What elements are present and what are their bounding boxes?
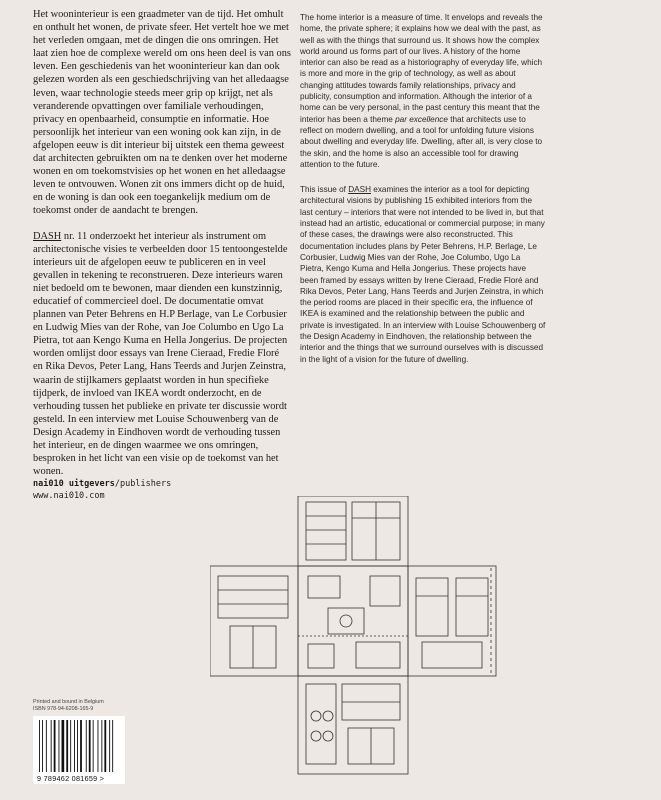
- publisher-block: [33, 478, 171, 502]
- west-elevation: [210, 566, 298, 676]
- isbn-line: ISBN 978-94-6208-165-9: [33, 706, 94, 713]
- floor-plan-drawing: [210, 496, 500, 796]
- english-paragraph-2: This issue of DASH examines the interior as a tool for depicting architectural visions by publishing 15 exhibited interiors from the last century – interiors that were not intended to be lived in, but that instead had an artistic, educational or commercial purpose; in many of these cases, the drawings were also reconstructed. This documentation includes plans by Peter Behrens, H.P. Berlage, Le Corbusier, Ludwig Mies van der Rohe, Joe Columbo, Ugo La Pietra, Kengo Kuma and Hella Jongerius. These projects have been framed by essays written by Irene Cieraad, Fredie Floré and Rika Devos, Peter Lang, Hans Teerds and Jurjen Zeinstra, in which the period rooms are placed in their specific era, the influence of IKEA is examined and the relationship between the public and private is investigated. In an interview with Louise Schouwenberg of the Design Academy in Eindhoven, the relationship between the interior and the things that we surround ourselves with is discussed in the light of a vision for the future of dwelling.: [300, 185, 546, 364]
- english-text-column: [300, 12, 546, 379]
- barcode-bar: [54, 720, 56, 772]
- dutch-paragraph-1: Het wooninterieur is een graadmeter van de tijd. Het omhult en onthult het wonen, de private sfeer. Het vertelt hoe we met het verleden omgaan, met de dingen die ons omringen. Het laat zien hoe de complexe wereld om ons heen deel is van ons leven. Een geschiedenis van het wooninterieur kan dan ook gelezen worden als een geschiedschrijving van het alledaagse leven, waar technologie steeds meer grip op krijgt, net als veranderende opvattingen over familiale verhoudingen, privacy en openbaarheid, consumptie en informatie. Hoe persoonlijk het interieur van een woning ook kan zijn, in de afgelopen eeuw is dit interieur bij uitstek een thema geweest dat architecten gebruikten om na te denken over het moderne wonen en om toekomstvisies op het wonen en het alledaagse leven te ontvouwen. Wonen zit ons immers dicht op de huid, en de woning is dan ook een toegankelijk medium om de toekomst onder de aandacht te brengen.: [33, 9, 291, 217]
- barcode-bar: [98, 720, 99, 772]
- barcode-bar: [101, 720, 102, 772]
- publisher-name: nai010 uitgevers/publishers: [33, 479, 172, 489]
- dash-title: DASH: [33, 230, 62, 242]
- barcode-bar: [66, 720, 68, 772]
- barcode-bar: [112, 720, 113, 772]
- barcode-bar: [51, 720, 52, 772]
- barcode-bar: [39, 720, 40, 772]
- dutch-paragraph-2: DASH nr. 11 onderzoekt het interieur als instrument om architectonische visies te verbeelden door 15 tentoongestelde interieurs uit de afgelopen eeuw te publiceren en in veel gevallen in tekening te reconstrueren. Deze interieurs waren niet bedoeld om te bewonen, maar dienden een kunstzinnig, educatief of commercieel doel. De documentatie omvat plannen van Peter Behrens en H.P Berlage, van Le Corbusier en Ludwig Mies van der Rohe, van Joe Columbo en Ugo La Pietra, tot aan Kengo Kuma en Hella Jongerius. De projecten worden omlijst door essays van Irene Cieraad, Fredie Floré en Rika Devos, Peter Lang, Hans Teerds and Jurjen Zeinstra, waarin de stijlkamers geplaatst worden in hun specifieke tijdperk, de invloed van IKEA wordt onderzocht, en de verhouding tussen het publieke en private ter discussie wordt gesteld. In een interview met Louise Schouwenberg van de Design Academy in Eindhoven wordt de verhouding tussen het interieur, en de dingen waarmee we ons omringen, besproken in het licht van een visie op de toekomst van het wonen.: [33, 230, 288, 478]
- east-elevation: [408, 566, 496, 676]
- barcode-arrow: >: [99, 774, 105, 783]
- barcode-bar: [89, 720, 91, 772]
- barcode-bar: [104, 720, 106, 772]
- barcode-bar: [109, 720, 110, 772]
- english-paragraph-1: The home interior is a measure of time. It envelops and reveals the home, the private sphere; it explains how we deal with the past, as well as with the things that surround us. It shows how the complex world around us forms part of our lives. A history of the home interior can also be read as a historiography of everyday life, which is more and more in the grip of technology, as well as about changing attitudes towards family relationships, privacy and publicity, consumption and information. Although the interior of a home can be very personal, in the past century this meant that the interior has been a theme par excellence that architects use to reflect on modern dwelling, and a tool for unfolding future visions about dwelling and everyday life. Dwelling, after all, is very close to the skin, and the home is also an accessible tool for drawing attention to the future.: [300, 13, 543, 169]
- barcode-bar: [77, 720, 78, 772]
- barcode-bar: [70, 720, 71, 772]
- barcode-bar: [86, 720, 87, 772]
- barcode-digits: 9 789462 081659: [37, 774, 98, 783]
- publisher-url: www.nai010.com: [33, 491, 105, 501]
- barcode-bar: [80, 720, 82, 772]
- print-info: [33, 699, 104, 713]
- dutch-text-column: [33, 8, 291, 490]
- printed-line: Printed and bound in Belgium: [33, 699, 104, 705]
- barcode-bar: [42, 720, 43, 772]
- floor-plan: [298, 566, 408, 676]
- barcode-bar: [59, 720, 60, 772]
- barcode-bars: [39, 720, 119, 772]
- north-elevation: [298, 496, 408, 566]
- barcode-bar: [46, 720, 47, 772]
- barcode-bar: [93, 720, 94, 772]
- south-elevation: [298, 676, 408, 774]
- barcode: [33, 716, 125, 784]
- dash-title: DASH: [348, 185, 371, 195]
- barcode-bar: [74, 720, 75, 772]
- barcode-bar: [62, 720, 65, 772]
